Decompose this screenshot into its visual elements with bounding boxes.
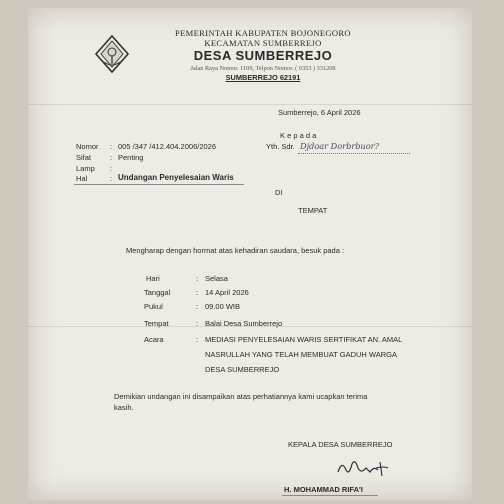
recipient-place: TEMPAT [298,206,328,215]
subject-underline [74,184,244,185]
meta-label-lamp: Lamp [76,164,95,173]
letter-page [28,8,472,500]
letterhead-district: KECAMATAN SUMBERREJO [204,38,322,48]
detail-value-tempat: Balai Desa Sumberrejo [205,319,283,328]
detail-value-tanggal: 14 April 2026 [205,288,249,297]
recipient-salutation: Yth. Sdr. [266,142,295,151]
meta-sep-hal: : [110,174,113,183]
signatory-name: H. MOHAMMAD RIFA'I [284,485,363,494]
opening-sentence: Mengharap dengan hormat atas kehadiran saudara, besuk pada : [126,246,345,255]
detail-acara-continued: NASRULLAH YANG TELAH MEMBUAT GADUH WARGA [205,350,397,359]
detail-label-pukul: Pukul [144,302,163,311]
detail-label-acara: Acara [144,335,164,344]
detail-sep-tempat: : [196,319,199,328]
meta-label-nomor: Nomor [76,142,99,151]
letterhead-postal: SUMBERREJO 62191 [225,73,301,82]
detail-sep-hari: : [196,274,199,283]
meta-value-hal: Undangan Penyelesaian Waris [118,173,234,182]
closing-sentence: Demikian undangan ini disampaikan atas perhatiannya kami ucapkan terima [114,392,368,401]
detail-sep-acara: : [196,335,199,344]
signatory-underline [282,495,378,496]
detail-label-tanggal: Tanggal [144,288,171,297]
handwritten-signature [336,456,390,478]
detail-value-hari: Selasa [205,274,228,283]
letterhead [138,28,388,83]
place-date: Sumberrejo, 6 April 2026 [278,108,361,117]
meta-label-sifat: Sifat [76,153,92,162]
detail-sep-tanggal: : [196,288,199,297]
detail-label-hari: Hari [146,274,160,283]
letterhead-government: PEMERINTAH KABUPATEN BOJONEGORO [175,28,351,38]
detail-value-acara: MEDIASI PENYELESAIAN WARIS SERTIFIKAT AN. AMAL [205,335,403,344]
detail-label-tempat: Tempat [144,319,169,328]
meta-sep-sifat: : [110,153,113,162]
signatory-title: KEPALA DESA SUMBERREJO [288,440,393,449]
letterhead-address: Jalan Raya Nomor. 1109, Telpon Nomor. ( 0353 ) 331208 [190,65,336,72]
detail-acara-continued: DESA SUMBERREJO [205,365,280,374]
meta-sep-lamp: : [110,164,113,173]
letterhead-village: DESA SUMBERREJO [193,48,333,63]
recipient-di: DI [275,188,283,197]
regency-seal-icon [94,34,130,74]
recipient-label: K e p a d a [280,131,317,140]
meta-sep-nomor: : [110,142,113,151]
recipient-name: Djdoar Dorbrbuor? [300,141,379,151]
closing-sentence-end: kasih. [114,403,134,412]
paper-fold-line [28,104,472,105]
detail-value-pukul: 09.00 WIB [205,302,241,311]
meta-value-nomor: 005 /347 /412.404.2006/2026 [118,142,217,151]
meta-value-sifat: Penting [118,153,144,162]
recipient-name-line [298,153,410,154]
detail-sep-pukul: : [196,302,199,311]
meta-label-hal: Hal [76,174,88,183]
